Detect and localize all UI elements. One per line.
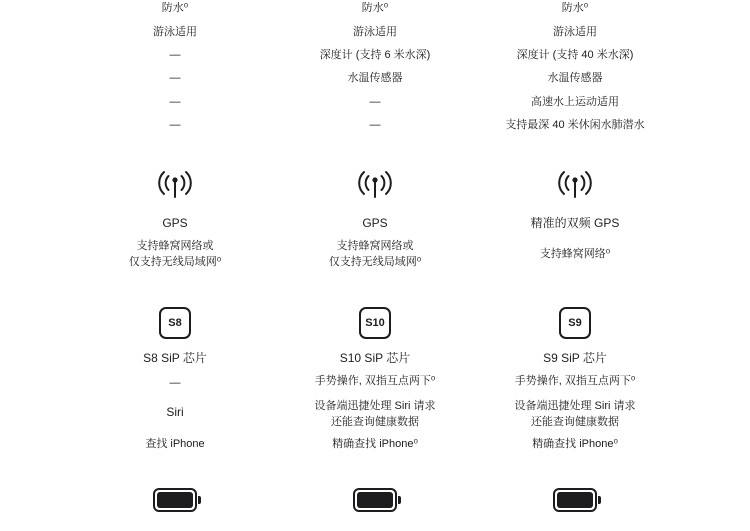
network-line-2: 仅支持无线局域网⁰ [128,256,222,268]
chip-icon [159,307,191,339]
battery-icon [553,488,597,512]
water-resistance: 防水⁰ [161,2,189,14]
gps-icon-wrap [465,168,685,198]
antenna-signal-icon [155,168,195,198]
gps-icon-wrap [265,168,485,198]
depth-gauge: 深度计 (支持 6 米水深) [319,49,431,61]
chip-label: S10 SiP 芯片 [339,351,411,365]
battery-icon [153,488,197,512]
water-temp-sensor: — [169,72,181,84]
chip-badge: S8 [168,317,182,329]
chip-icon-wrap [265,307,485,339]
chip-icon-wrap [65,307,285,339]
find-iphone: 查找 iPhone [145,438,205,450]
gesture-control: 手势操作, 双指互点两下⁰ [514,375,636,387]
chip-icon [359,307,391,339]
comparison-column-2 [265,0,485,531]
swim-proof: 游泳适用 [353,26,397,38]
comparison-column-1 [65,0,285,531]
network-line-1: 支持蜂窝网络⁰ [539,248,611,260]
battery-icon-wrap [465,488,685,512]
water-temp-sensor: 水温传感器 [547,72,603,84]
high-speed-water-sports: — [169,96,181,108]
find-iphone: 精确查找 iPhone⁰ [532,438,618,450]
network-line-1: 支持蜂窝网络或 [136,240,214,252]
battery-icon-wrap [65,488,285,512]
gps-icon-wrap [65,168,285,198]
gps-label: GPS [362,216,388,230]
comparison-column-3 [465,0,685,531]
battery-icon [353,488,397,512]
gps-label: GPS [162,216,188,230]
swim-proof: 游泳适用 [553,26,597,38]
depth-gauge: — [169,49,181,61]
gesture-control: — [169,377,181,389]
high-speed-water-sports: 高速水上运动适用 [531,96,619,108]
siri-line-1: 设备端迅捷处理 Siri 请求 [514,400,636,412]
network-line-2: 仅支持无线局域网⁰ [328,256,422,268]
antenna-signal-icon [555,168,595,198]
chip-icon-wrap [465,307,685,339]
siri-line-1: 设备端迅捷处理 Siri 请求 [314,400,436,412]
chip-badge: S10 [365,317,385,329]
siri-line-1: Siri [166,405,184,419]
recreational-diving: — [369,119,381,131]
antenna-signal-icon [355,168,395,198]
gps-label: 精准的双频 GPS [530,216,620,230]
recreational-diving: 支持最深 40 米休闲水肺潜水 [505,119,645,131]
chip-label: S9 SiP 芯片 [543,351,607,365]
water-resistance: 防水⁰ [561,2,589,14]
chip-label: S8 SiP 芯片 [143,351,207,365]
siri-line-2: 还能查询健康数据 [331,416,419,428]
network-line-1: 支持蜂窝网络或 [336,240,414,252]
battery-icon-wrap [265,488,485,512]
swim-proof: 游泳适用 [153,26,197,38]
siri-line-2: 还能查询健康数据 [531,416,619,428]
chip-icon [559,307,591,339]
gesture-control: 手势操作, 双指互点两下⁰ [314,375,436,387]
depth-gauge: 深度计 (支持 40 米水深) [516,49,634,61]
high-speed-water-sports: — [369,96,381,108]
water-resistance: 防水⁰ [361,2,389,14]
chip-badge: S9 [568,317,582,329]
water-temp-sensor: 水温传感器 [347,72,403,84]
find-iphone: 精确查找 iPhone⁰ [332,438,418,450]
recreational-diving: — [169,119,181,131]
